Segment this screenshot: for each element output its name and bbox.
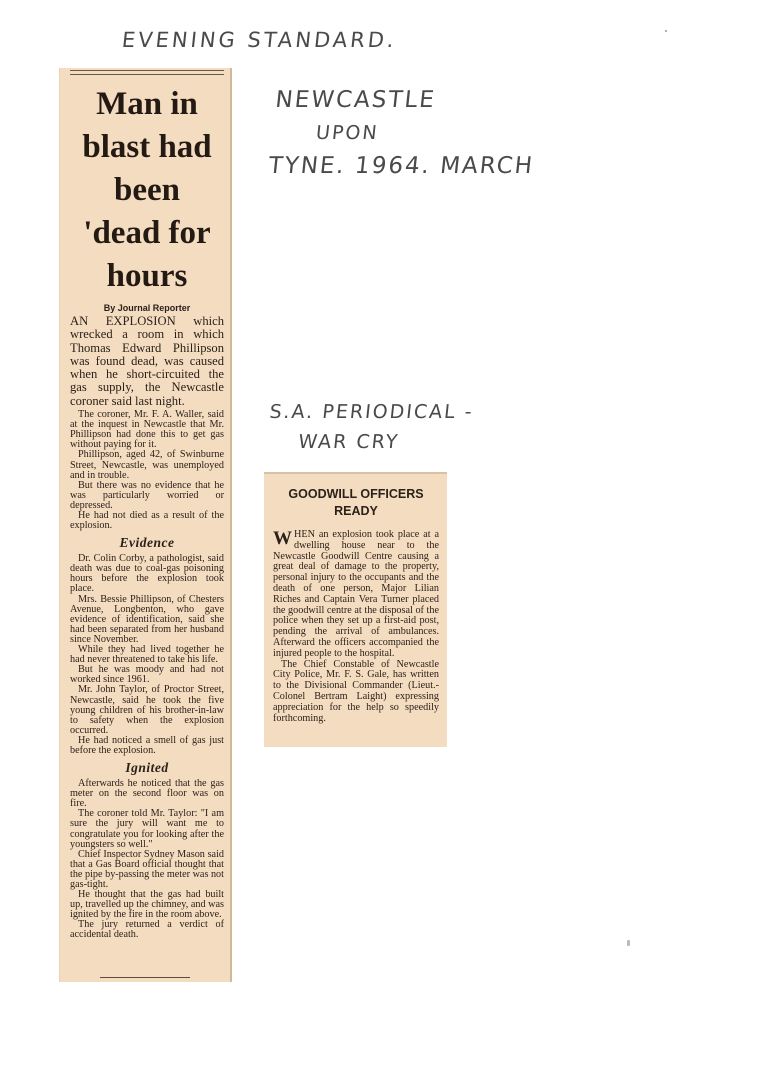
newspaper-clipping-goodwill	[264, 472, 447, 747]
subhead-evidence: Evidence	[119, 535, 175, 551]
newspaper-clipping-explosion	[59, 68, 232, 982]
headline-line: been	[114, 172, 180, 208]
article-paragraph: The jury returned a verdict of accidental death.	[70, 919, 224, 941]
lead-paragraph: AN EXPLOSION which wrecked a room in which Thomas Edward Phillipson was found dead, was caused when he short-circuited the gas supply, the Newcastle coroner said last night.	[70, 314, 224, 408]
handwritten-place-line: UPON	[314, 122, 380, 144]
paper-speck	[627, 940, 630, 946]
paper-speck	[665, 30, 667, 32]
handwritten-periodical	[265, 397, 475, 457]
subhead-ignited: Ignited	[125, 760, 169, 776]
top-rule	[70, 70, 224, 75]
goodwill-body	[273, 530, 439, 724]
handwritten-periodical-line: S.A. PERIODICAL -	[268, 401, 475, 423]
article-paragraph: Chief Inspector Sydney Mason said that a Gas Board official thought that the pipe by-passing the meter was not gas-tight.	[70, 848, 224, 891]
article-paragraph: Mrs. Bessie Phillipson, of Chesters Avenue, Longbenton, who gave evidence of identification, said she had been separated from her husband since November.	[70, 593, 224, 645]
headline-line: hours	[106, 258, 188, 294]
article-paragraph: Dr. Colin Corby, a pathologist, said death was due to coal-gas poisoning hours before the explosion took place.	[70, 553, 224, 595]
article-paragraph: The coroner, Mr. F. A. Waller, said at the inquest in Newcastle that Mr. Phillipson had done this to get gas without paying for it.	[70, 409, 224, 451]
article-paragraph: He had noticed a smell of gas just before the explosion.	[70, 734, 224, 756]
goodwill-paragraph: The Chief Constable of Newcastle City Police, Mr. F. S. Gale, has written to the Divisional Commander (Lieut.-Colonel Bertram Laight) expressing appreciation for the help so speedily forthcoming.	[273, 658, 439, 724]
headline-line: Man in	[96, 86, 198, 122]
handwritten-periodical-line: WAR CRY	[297, 431, 401, 453]
byline: By Journal Reporter	[103, 303, 191, 313]
article-paragraph: Afterwards he noticed that the gas meter on the second floor was on fire.	[70, 778, 224, 810]
goodwill-paragraph-text: HEN an explosion took place at a dwelling house near to the Newcastle Goodwill Centre causing a great deal of damage to the property, personal injury to the occupants and the death of one person, Major Lilian Riches and Captain Vera Turner placed the goodwill centre at the disposal of the police when they set up a first-aid post, pending the arrival of ambulances. Afterward the officers accompanied the injured people to the hospital.	[273, 529, 439, 659]
article-paragraph: But he was moody and had not worked since 1961.	[70, 664, 224, 686]
handwritten-newspaper-name: EVENING STANDARD.	[120, 28, 398, 52]
handwritten-place-date	[267, 84, 543, 183]
goodwill-headline-line: READY	[334, 504, 378, 518]
article-paragraph: Phillipson, aged 42, of Swinburne Street, Newcastle, was unemployed and in trouble.	[70, 449, 224, 481]
goodwill-headline	[273, 486, 439, 520]
article-paragraph: While they had lived together he had never threatened to take his life.	[70, 644, 224, 666]
article-paragraph: But there was no evidence that he was particularly worried or depressed.	[70, 479, 224, 511]
article-paragraph: The coroner told Mr. Taylor: "I am sure the jury will want me to congratulate you for looking after the youngsters so well."	[70, 808, 224, 850]
headline	[70, 83, 224, 298]
article-paragraph: He had not died as a result of the explosion.	[70, 510, 224, 532]
goodwill-headline-line: GOODWILL OFFICERS	[288, 487, 424, 501]
headline-line: blast had	[82, 129, 212, 165]
handwritten-place-line: NEWCASTLE	[274, 87, 438, 113]
handwritten-place-line: TYNE. 1964. MARCH	[267, 153, 536, 179]
headline-line: 'dead for	[83, 215, 211, 251]
goodwill-paragraph	[273, 530, 439, 660]
drop-cap: W	[273, 528, 292, 549]
article-paragraph: He thought that the gas had built up, travelled up the chimney, and was ignited by the fire in the room above.	[70, 889, 224, 921]
end-rule	[100, 977, 190, 978]
article-paragraph: Mr. John Taylor, of Proctor Street, Newcastle, said he took the five young children of his brother-in-law to safety when the explosion occurred.	[70, 684, 224, 736]
